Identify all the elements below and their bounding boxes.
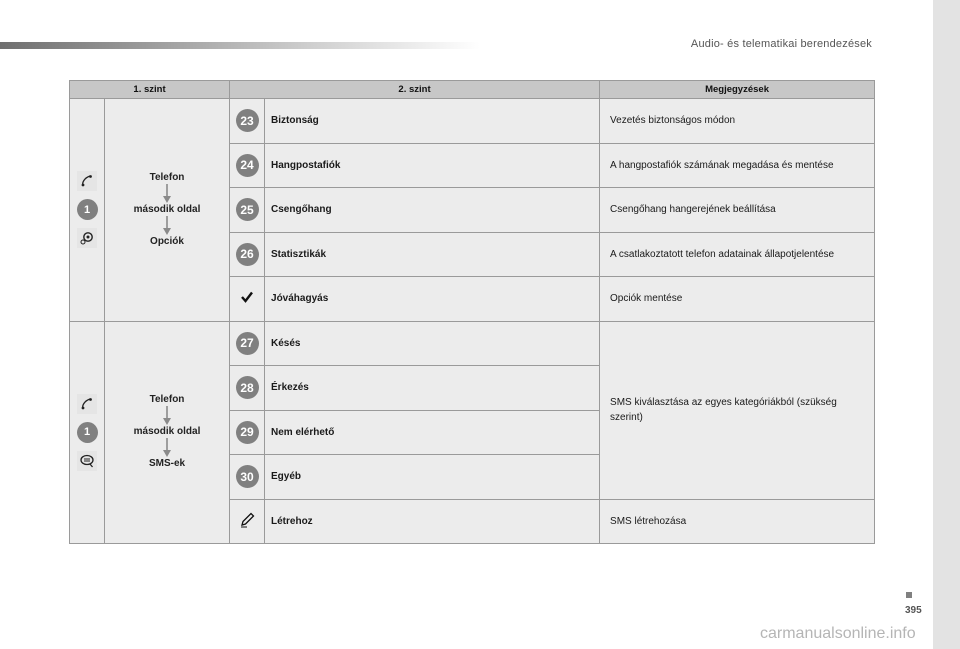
option-label: Jóváhagyás: [265, 277, 600, 322]
menu-table: [69, 80, 875, 544]
phone-icon: [77, 394, 97, 414]
option-label: Csengőhang: [265, 188, 600, 233]
arrow-down-icon: [162, 438, 172, 458]
badge-cell: [230, 143, 265, 188]
step-badge: 29: [236, 421, 259, 444]
option-note: Vezetés biztonságos módon: [600, 99, 875, 144]
option-label: Hangpostafiók: [265, 143, 600, 188]
option-note: Opciók mentése: [600, 277, 875, 322]
option-label: Nem elérhető: [265, 410, 600, 455]
level2-line: Opciók: [150, 235, 184, 247]
level2-line: Telefon: [149, 171, 185, 183]
badge-cell: [230, 321, 265, 366]
level2-line: második oldal: [133, 426, 201, 438]
option-label: Egyéb: [265, 455, 600, 500]
badge-cell: [230, 99, 265, 144]
step-badge: 27: [236, 332, 259, 355]
level2-cell: [105, 99, 230, 322]
option-note: SMS kiválasztása az egyes kategóriákból (szükség szerint): [600, 321, 875, 499]
checkmark-icon: [240, 290, 254, 304]
option-note: Csengőhang hangerejének beállítása: [600, 188, 875, 233]
table-header-row: [70, 81, 875, 99]
badge-cell: [230, 232, 265, 277]
option-label: Érkezés: [265, 366, 600, 411]
step-badge: 25: [236, 198, 259, 221]
header-level2: 2. szint: [230, 81, 600, 99]
page-marker: [906, 592, 912, 598]
icon-cell: [230, 277, 265, 322]
step-badge: 1: [77, 199, 98, 220]
badge-cell: [230, 188, 265, 233]
step-badge: 23: [236, 109, 259, 132]
settings-icon: [77, 228, 97, 248]
option-label: Késés: [265, 321, 600, 366]
step-badge: 1: [77, 422, 98, 443]
level1-cell: [70, 321, 105, 544]
table-row: [70, 99, 875, 144]
watermark: carmanualsonline.info: [760, 625, 916, 642]
step-badge: 26: [236, 243, 259, 266]
arrow-down-icon: [162, 216, 172, 236]
option-note: A hangpostafiók számának megadása és mentése: [600, 143, 875, 188]
badge-cell: [230, 455, 265, 500]
message-icon: [77, 451, 97, 471]
step-badge: 24: [236, 154, 259, 177]
phone-icon: [77, 171, 97, 191]
right-margin-band: [933, 0, 960, 649]
level2-line: második oldal: [133, 203, 201, 215]
header-gradient-band: [0, 42, 480, 49]
arrow-down-icon: [162, 184, 172, 204]
option-label: Statisztikák: [265, 232, 600, 277]
page-number: 395: [905, 605, 922, 616]
level2-cell: [105, 321, 230, 544]
badge-cell: [230, 410, 265, 455]
option-note: A csatlakoztatott telefon adatainak állapotjelentése: [600, 232, 875, 277]
table-row: [70, 321, 875, 366]
section-title: Audio- és telematikai berendezések: [690, 38, 872, 50]
pencil-icon: [239, 512, 255, 528]
level1-cell: [70, 99, 105, 322]
level2-line: SMS-ek: [148, 458, 186, 470]
level2-line: Telefon: [149, 394, 185, 406]
header-notes: Megjegyzések: [600, 81, 875, 99]
header-level1: 1. szint: [70, 81, 230, 99]
badge-cell: [230, 366, 265, 411]
option-note: SMS létrehozása: [600, 499, 875, 544]
icon-cell: [230, 499, 265, 544]
option-label: Biztonság: [265, 99, 600, 144]
step-badge: 28: [236, 376, 259, 399]
step-badge: 30: [236, 465, 259, 488]
option-label: Létrehoz: [265, 499, 600, 544]
arrow-down-icon: [162, 406, 172, 426]
